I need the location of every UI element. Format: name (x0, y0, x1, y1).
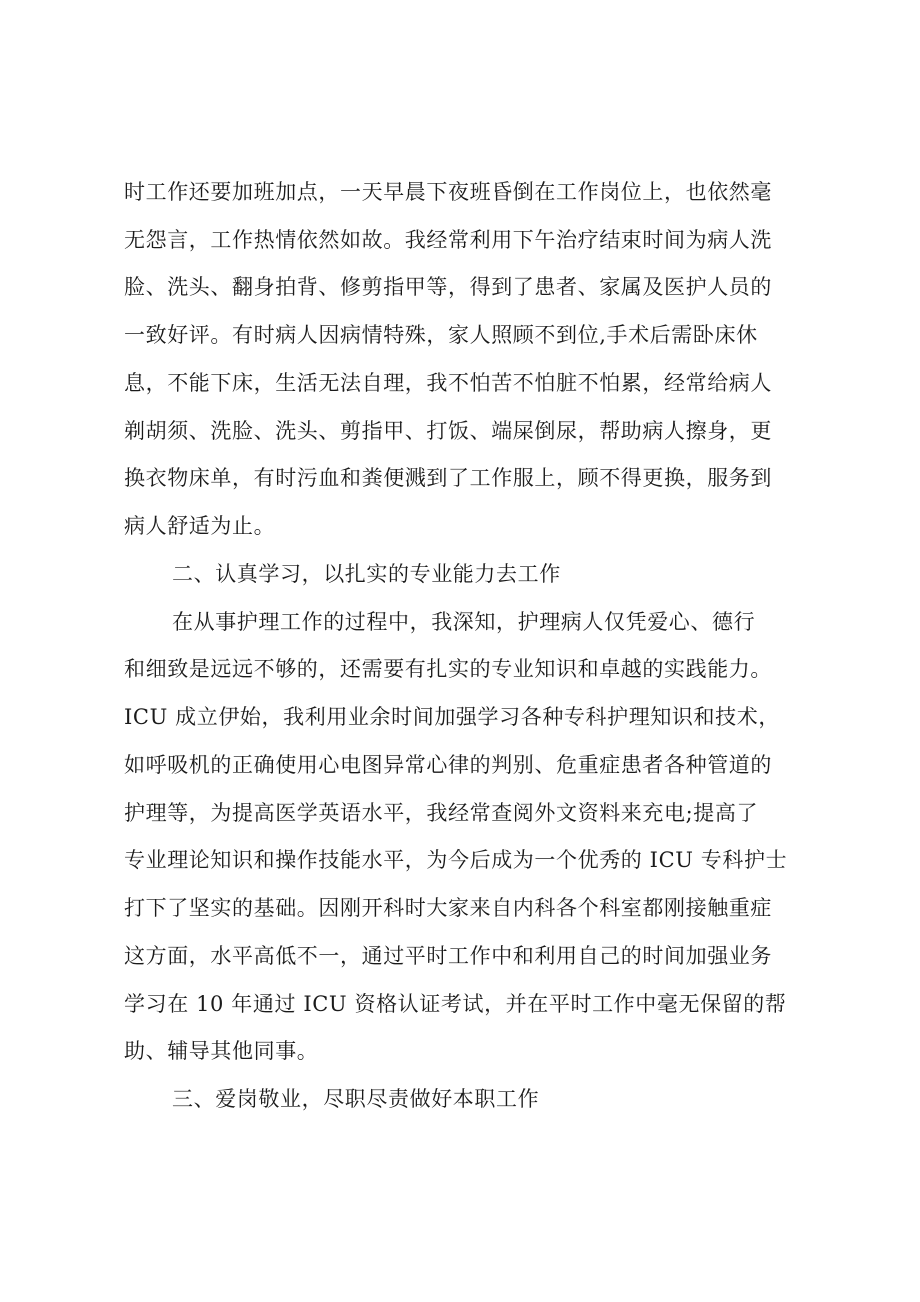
paragraph-line: 无怨言，工作热情依然如故。我经常利用下午治疗结束时间为病人洗 (124, 228, 772, 252)
paragraph-line: 在从事护理工作的过程中，我深知，护理病人仅凭爱心、德行 (172, 610, 756, 634)
paragraph-line: 这方面，水平高低不一，通过平时工作中和利用自己的时间加强业务 (124, 944, 772, 968)
paragraph-line: 脸、洗头、翻身拍背、修剪指甲等，得到了患者、家属及医护人员的 (124, 275, 772, 299)
section-heading: 二、认真学习，以扎实的专业能力去工作 (172, 562, 561, 586)
paragraph-line: 助、辅导其他同事。 (124, 1039, 319, 1063)
paragraph-line: 换衣物床单，有时污血和粪便溅到了工作服上，顾不得更换，服务到 (124, 466, 772, 490)
paragraph-line: 一致好评。有时病人因病情特殊，家人照顾不到位,手术后需卧床休 (124, 323, 758, 347)
paragraph-line: 如呼吸机的正确使用心电图异常心律的判别、危重症患者各种管道的 (124, 753, 772, 777)
paragraph-line: 专业理论知识和操作技能水平，为今后成为一个优秀的 ICU 专科护士 (124, 848, 788, 872)
paragraph-line: 剃胡须、洗脸、洗头、剪指甲、打饭、端屎倒尿，帮助病人擦身，更 (124, 419, 772, 443)
paragraph-line: 打下了坚实的基础。因刚开科时大家来自内科各个科室都刚接触重症 (124, 896, 772, 920)
paragraph-line: 护理等，为提高医学英语水平，我经常查阅外文资料来充电;提高了 (124, 801, 759, 825)
paragraph-line: 学习在 10 年通过 ICU 资格认证考试，并在平时工作中毫无保留的帮 (124, 992, 787, 1016)
paragraph-line: 和细致是远远不够的，还需要有扎实的专业知识和卓越的实践能力。 (124, 657, 772, 681)
paragraph-line: ICU 成立伊始，我利用业余时间加强学习各种专科护理知识和技术， (124, 705, 780, 729)
paragraph-line: 时工作还要加班加点，一天早晨下夜班昏倒在工作岗位上，也依然毫 (124, 180, 772, 204)
paragraph-line: 病人舒适为止。 (124, 514, 276, 538)
section-heading: 三、爱岗敬业，尽职尽责做好本职工作 (172, 1087, 540, 1111)
paragraph-line: 息，不能下床，生活无法自理，我不怕苦不怕脏不怕累，经常给病人 (124, 371, 772, 395)
